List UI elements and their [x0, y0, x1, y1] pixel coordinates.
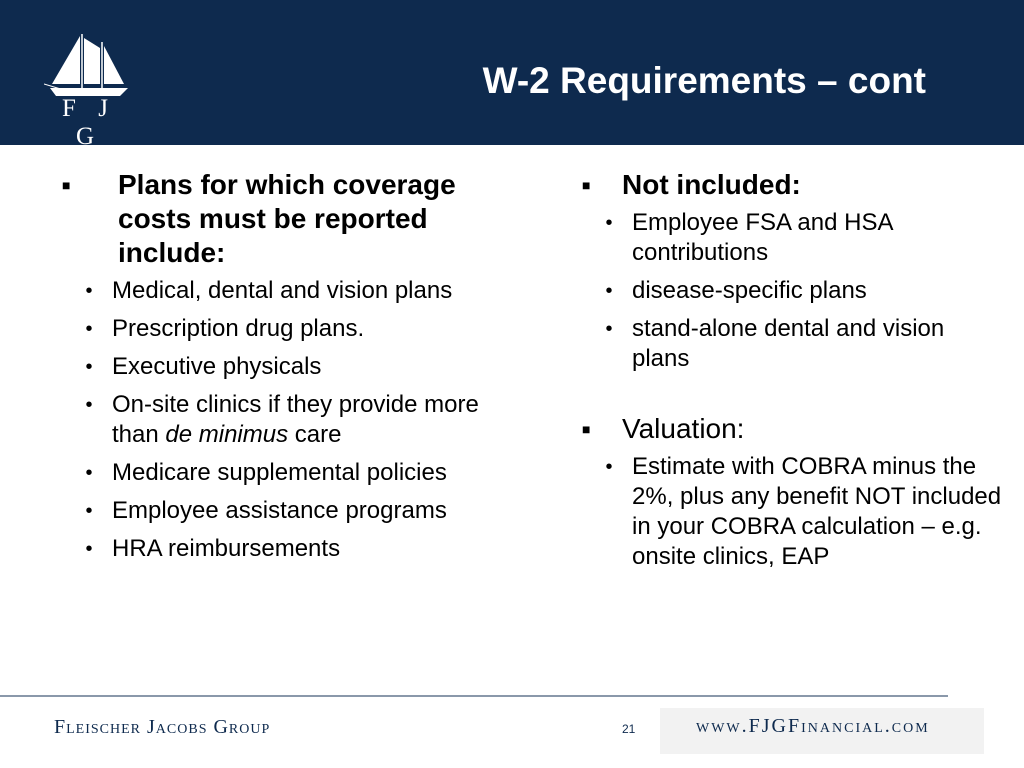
list-item: • Medicare supplemental policies: [62, 458, 532, 488]
bullet-icon: •: [605, 456, 613, 478]
list-item: • stand-alone dental and vision plans: [582, 314, 1002, 374]
left-column: [62, 168, 532, 572]
bullet-icon: •: [85, 500, 93, 522]
right-column: [582, 168, 1002, 580]
website-link[interactable]: www.FJGFinancial.com: [696, 715, 930, 737]
bullet-icon: •: [85, 394, 93, 416]
list-item: • Employee assistance programs: [62, 496, 532, 526]
valuation-heading: ■ Valuation:: [582, 413, 745, 444]
page-number: 21: [622, 722, 636, 736]
website-banner: [660, 708, 984, 754]
bullet-icon: •: [85, 462, 93, 484]
list-item: • Employee FSA and HSA contributions: [582, 208, 1002, 268]
not-included-list: [582, 208, 1002, 374]
footer-divider: [0, 695, 948, 697]
bullet-icon: •: [605, 318, 613, 340]
header-bar: [0, 0, 1024, 150]
bullet-icon: •: [85, 356, 93, 378]
list-item: • Prescription drug plans.: [62, 314, 532, 344]
square-bullet-icon: ■: [62, 177, 71, 193]
bullet-icon: •: [85, 280, 93, 302]
list-item: • HRA reimbursements: [62, 534, 532, 564]
list-item: • Executive physicals: [62, 352, 532, 382]
list-item: • Medical, dental and vision plans: [62, 276, 532, 306]
list-item: • disease-specific plans: [582, 276, 1002, 306]
covered-plans-list: [62, 276, 532, 564]
list-item: • On-site clinics if they provide more than de minimus care: [62, 390, 532, 450]
bullet-icon: •: [85, 318, 93, 340]
company-name: Fleischer Jacobs Group: [54, 716, 271, 738]
square-bullet-icon: ■: [582, 421, 591, 437]
square-bullet-icon: ■: [582, 177, 591, 193]
logo-text: F J G: [62, 95, 116, 150]
left-heading: ■ Plans for which coverage costs must be reported include:: [62, 169, 456, 268]
slide-title: W-2 Requirements – cont: [482, 60, 926, 101]
valuation-list: [582, 452, 1002, 572]
bullet-icon: •: [605, 212, 613, 234]
not-included-heading: ■ Not included:: [582, 169, 801, 200]
bullet-icon: •: [85, 538, 93, 560]
list-item: • Estimate with COBRA minus the 2%, plus any benefit NOT included in your COBRA calculation – e.g. onsite clinics, EAP: [582, 452, 1002, 572]
bullet-icon: •: [605, 280, 613, 302]
